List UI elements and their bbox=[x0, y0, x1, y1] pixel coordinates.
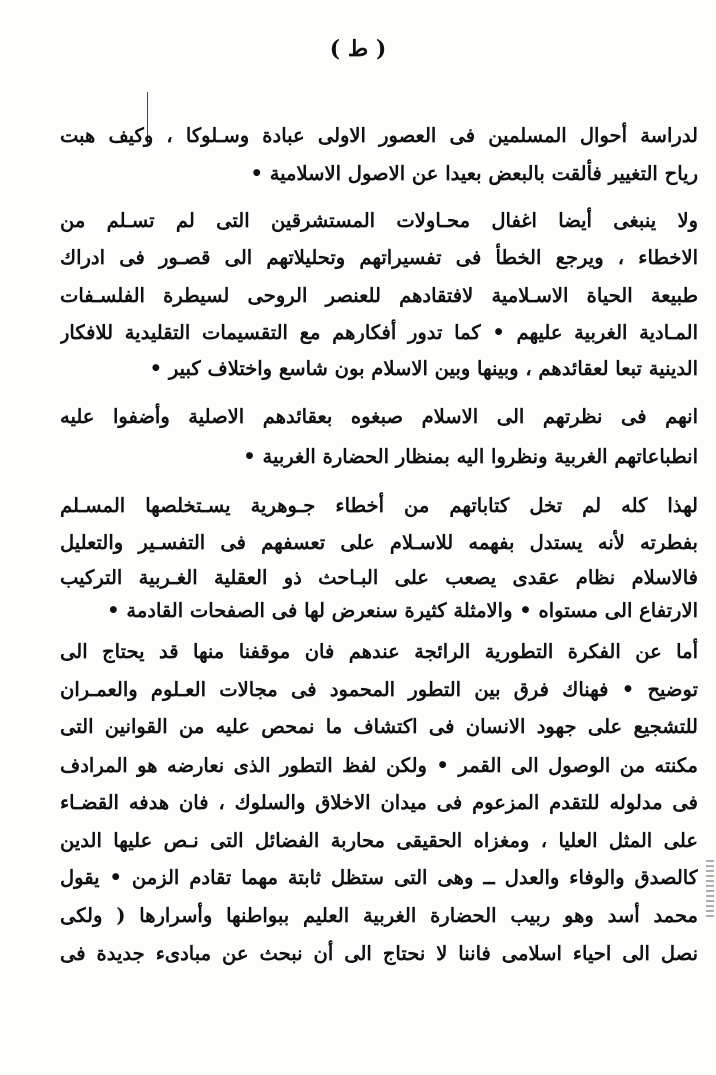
text-line: الاخطاء ، ويرجع الخطأ فى تفسيراتهم وتحليلاتهم الى قصـور فى ادراك bbox=[60, 246, 698, 269]
text-line: طبيعة الحياة الاسـلامية لافتقادهم للعنصر الروحى لسيطرة الفلسـفات bbox=[60, 284, 698, 307]
text-line: رياح التغيير فألقت بالبعض بعيدا عن الاصول الاسلامية • bbox=[250, 162, 698, 185]
text-line: الدينية تبعا لعقائدهم ، وبينها وبين الاسلام بون شاسع واختلاف كبير • bbox=[149, 357, 698, 380]
text-line: ولا ينبغى أيضا اغفال محـاولات المستشرقين التى لم تسـلم من bbox=[60, 209, 698, 232]
text-line: لهذا كله لم تخل كتاباتهم من أخطاء جـوهرية يسـتخلصها المسـلم bbox=[60, 494, 698, 517]
text-line: أما عن الفكرة التطورية الرائجة عندهم فان موقفنا منها قد يحتاج الى bbox=[60, 640, 698, 663]
text-line: بفطرته لأنه يستدل بفهمه للاسـلام على تعسفهم فى التفسـير والتعليل bbox=[60, 531, 698, 554]
page-number: ( ط ) bbox=[329, 36, 387, 62]
text-line: الارتفاع الى مستواه • والامثلة كثيرة سنعرض لها فى الصفحات القادمة • bbox=[107, 599, 698, 622]
text-line: نصل الى احياء اسلامى فاننا لا نحتاج الى أن نبحث عن مبادىء جديدة فى bbox=[60, 942, 698, 965]
text-line: انطباعاتهم الغربية ونظروا اليه بمنظار الحضارة الغربية • bbox=[243, 445, 698, 468]
text-line: توضيح • فهناك فرق بين التطور المحمود فى مجالات العـلوم والعمـران bbox=[60, 678, 698, 701]
text-line: مكنته من الوصول الى القمر • ولكن لفظ التطور الذى نعارضه هو المرادف bbox=[60, 754, 698, 777]
text-line: المـادية الغربية عليهم • كما تدور أفكارهم مع التقسيمات التقليدية للافكار bbox=[60, 321, 698, 344]
text-line: على المثل العليا ، ومغزاه الحقيقى محاربة الفضائل التى نـص عليها الدين bbox=[60, 829, 698, 852]
text-line: محمد أسد وهو ربيب الحضارة الغربية العليم ببواطنها وأسرارها ( ولكى bbox=[60, 904, 698, 927]
scan-edge-artifact bbox=[706, 860, 714, 920]
text-line: كالصدق والوفاء والعدل ــ وهى التى ستظل ثابتة مهما تقادم الزمن • يقول bbox=[60, 866, 698, 889]
text-line: فى مدلوله للتقدم المزعوم فى ميدان الاخلاق والسلوك ، فان هدفه القضـاء bbox=[60, 791, 698, 814]
text-line: انهم فى نظرتهم الى الاسلام صبغوه بعقائدهم الاصلية وأضفوا عليه bbox=[60, 405, 698, 428]
text-line: لدراسة أحوال المسلمين فى العصور الاولى عبادة وسـلوكا ، وكيف هبت bbox=[60, 124, 698, 147]
text-line: فالاسلام نظام عقدى يصعب على البـاحث ذو العقلية الغـربية التركيب bbox=[60, 566, 698, 589]
text-line: للتشجيع على جهود الانسان فى اكتشاف ما نمحص عليه من القوانين التى bbox=[60, 715, 698, 738]
